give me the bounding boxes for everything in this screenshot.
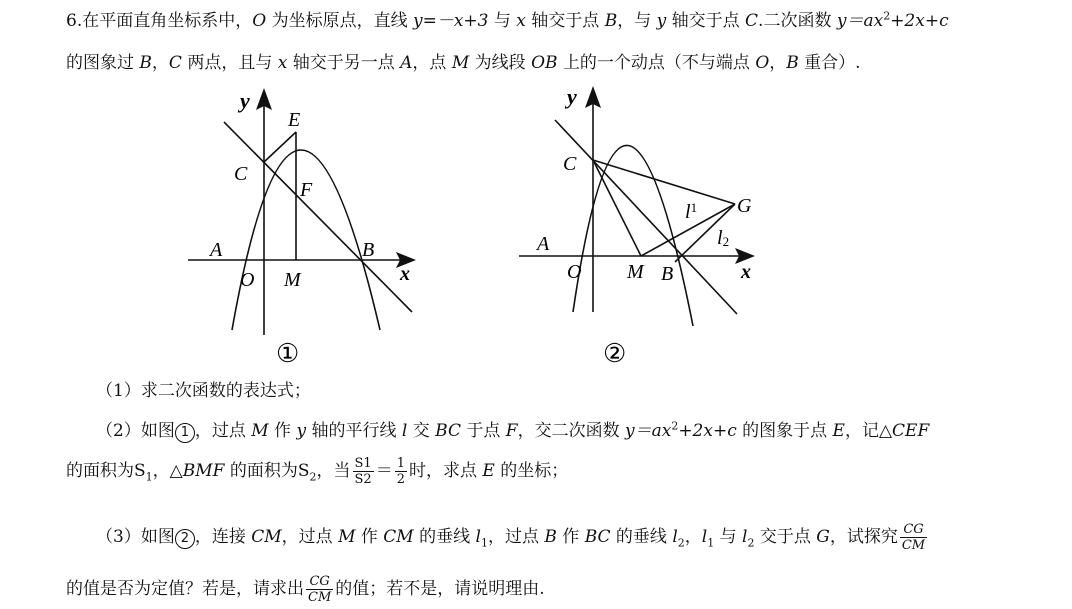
- text: 重合）.: [798, 53, 861, 73]
- label-M: M: [284, 269, 301, 291]
- fraction-numerator: S1: [354, 456, 372, 471]
- label-B: B: [661, 263, 674, 285]
- text: （2）如图: [96, 421, 175, 441]
- text: （1）求二次函数的表达式；: [96, 381, 311, 401]
- segment-CM: [593, 160, 641, 256]
- text: ，当: [316, 461, 351, 481]
- point-O: O: [755, 53, 770, 73]
- fraction-CG-CM: [306, 574, 333, 605]
- text: 与: [714, 527, 743, 547]
- fraction-denominator: CM: [308, 590, 332, 605]
- text: 的图象于点: [736, 421, 833, 441]
- subscript: 1: [480, 536, 488, 550]
- text: ，过点: [194, 421, 252, 441]
- text: ，记△: [844, 421, 893, 441]
- point-F: F: [505, 421, 518, 441]
- label-C: C: [563, 153, 577, 175]
- problem-line-2: [66, 48, 861, 73]
- text: 的坐标；: [494, 461, 569, 481]
- segment-CG: [593, 160, 735, 204]
- point-A: A: [400, 53, 413, 73]
- fraction-denominator: S2: [354, 472, 372, 487]
- point-M: M: [451, 53, 470, 73]
- text: 轴交于点: [525, 11, 605, 31]
- text: ，△: [152, 461, 183, 481]
- segment-CE: [264, 132, 296, 162]
- text: 上的一个动点（不与端点: [557, 53, 756, 73]
- subscript: 2: [309, 470, 317, 484]
- function-part: y＝ax: [624, 421, 672, 441]
- text: 为线段: [469, 53, 532, 73]
- figure-ref-circled: 1: [175, 423, 195, 443]
- subscript: 1: [707, 536, 715, 550]
- point-O: O: [252, 11, 267, 31]
- label-F: F: [300, 179, 313, 201]
- figure-2-caption: ②: [603, 339, 627, 368]
- question-3-line-1: [96, 522, 929, 553]
- segment-BC: BC: [584, 527, 611, 547]
- text: 作: [355, 527, 384, 547]
- point-C: C: [168, 53, 182, 73]
- text: 的垂线: [413, 527, 476, 547]
- text: 的面积为S: [224, 461, 310, 481]
- segment-BC: BC: [435, 421, 461, 441]
- label-O: O: [567, 261, 582, 283]
- point-M: M: [251, 421, 269, 441]
- label-l2: l2: [717, 227, 730, 249]
- function-part: +2x+c: [890, 11, 949, 31]
- label-l1: $l^1$: [685, 200, 698, 223]
- label-B: B: [362, 239, 375, 261]
- var-x: x: [516, 11, 526, 31]
- figure-1: [180, 80, 440, 370]
- label-G: G: [737, 195, 752, 217]
- figure-ref-circled: 2: [175, 529, 195, 549]
- text: 轴交于另一点: [287, 53, 401, 73]
- text: ，过点: [281, 527, 339, 547]
- text: 交: [407, 421, 436, 441]
- question-2-line-1: [96, 416, 929, 443]
- text: 与: [488, 11, 517, 31]
- var-x: x: [277, 53, 288, 73]
- text: （3）如图: [96, 527, 175, 547]
- point-G: G: [816, 527, 830, 547]
- text: 轴交于点: [666, 11, 746, 31]
- triangle-CEF: CEF: [892, 421, 930, 441]
- text: 的值；若不是，请说明理由.: [335, 579, 545, 599]
- text: 作: [268, 421, 297, 441]
- text: ，试探究: [829, 527, 898, 547]
- text: 两点，且与: [181, 53, 278, 73]
- label-A: A: [537, 233, 550, 255]
- exponent: 2: [883, 9, 891, 23]
- segment-OB: OB: [531, 53, 558, 73]
- var-y: y: [656, 11, 667, 31]
- function-part: y＝ax: [836, 11, 884, 31]
- problem-line-1: [66, 6, 949, 31]
- label-y: y: [240, 88, 250, 113]
- text: ，: [769, 53, 787, 73]
- text: 轴的平行线: [306, 421, 402, 441]
- label-A: A: [210, 239, 223, 261]
- text: 的垂线: [610, 527, 673, 547]
- fraction-numerator: CG: [306, 574, 333, 590]
- text: 于点: [460, 421, 506, 441]
- label-x: x: [741, 261, 751, 283]
- fraction-numerator: CG: [900, 522, 927, 538]
- fraction-S1-S2: [353, 456, 374, 487]
- problem-number: 6.: [66, 11, 83, 31]
- segment-CM: CM: [251, 527, 282, 547]
- label-x: x: [400, 263, 410, 285]
- text: ，交二次函数: [517, 421, 625, 441]
- line-BC: [555, 120, 737, 314]
- text: .二次函数: [758, 11, 837, 31]
- fraction-numerator: 1: [396, 456, 405, 471]
- point-B: B: [544, 527, 557, 547]
- line-l: l: [401, 421, 408, 441]
- text: 的值是否为定值？若是，请求出: [66, 579, 304, 599]
- var-y: y: [296, 421, 307, 441]
- label-M: M: [627, 261, 644, 283]
- subscript: 1: [145, 470, 153, 484]
- line-l2: l: [672, 527, 678, 547]
- question-3-line-2: [66, 574, 545, 605]
- point-B: B: [604, 11, 618, 31]
- line-l1: l: [475, 527, 481, 547]
- subscript: 2: [747, 536, 755, 550]
- function-part: +2x+c: [678, 421, 737, 441]
- question-2-line-2: [66, 456, 568, 487]
- text: 交于点: [754, 527, 817, 547]
- line-l2: l: [742, 527, 748, 547]
- fraction-half: [395, 456, 407, 487]
- point-C: C: [745, 11, 759, 31]
- exponent: 2: [671, 419, 679, 433]
- text: 的图象过: [66, 53, 140, 73]
- line-l1: l: [701, 527, 708, 547]
- text: 的面积为S: [66, 461, 146, 481]
- label-O: O: [240, 269, 255, 291]
- text: ，: [684, 527, 702, 547]
- label-y: y: [567, 84, 577, 109]
- triangle-BMF: BMF: [182, 461, 225, 481]
- point-E: E: [482, 461, 495, 481]
- label-E: E: [288, 109, 301, 131]
- point-B: B: [786, 53, 799, 73]
- point-M: M: [338, 527, 356, 547]
- text: 时，求点: [408, 461, 483, 481]
- figure-1-caption: ①: [276, 339, 300, 368]
- text: ，连接: [194, 527, 252, 547]
- text: 作: [556, 527, 585, 547]
- parabola: [232, 150, 380, 330]
- fraction-denominator: 2: [396, 472, 405, 487]
- label-C: C: [234, 163, 248, 185]
- text: ，与: [617, 11, 657, 31]
- text: 在平面直角坐标系中，: [82, 11, 253, 31]
- point-E: E: [832, 421, 845, 441]
- line-equation: y=－x+3: [412, 11, 489, 31]
- text: 为坐标原点，直线: [266, 11, 413, 31]
- fraction-CG-CM: [900, 522, 927, 553]
- text: ，点: [412, 53, 452, 73]
- question-1: [96, 376, 311, 401]
- subscript: 2: [677, 536, 685, 550]
- figure-2: [515, 80, 775, 370]
- text: ，: [151, 53, 169, 73]
- fraction-denominator: CM: [901, 538, 926, 553]
- segment-CM: CM: [383, 527, 414, 547]
- point-B: B: [139, 53, 152, 73]
- equals-sign: ＝: [375, 461, 393, 481]
- text: ，过点: [487, 527, 545, 547]
